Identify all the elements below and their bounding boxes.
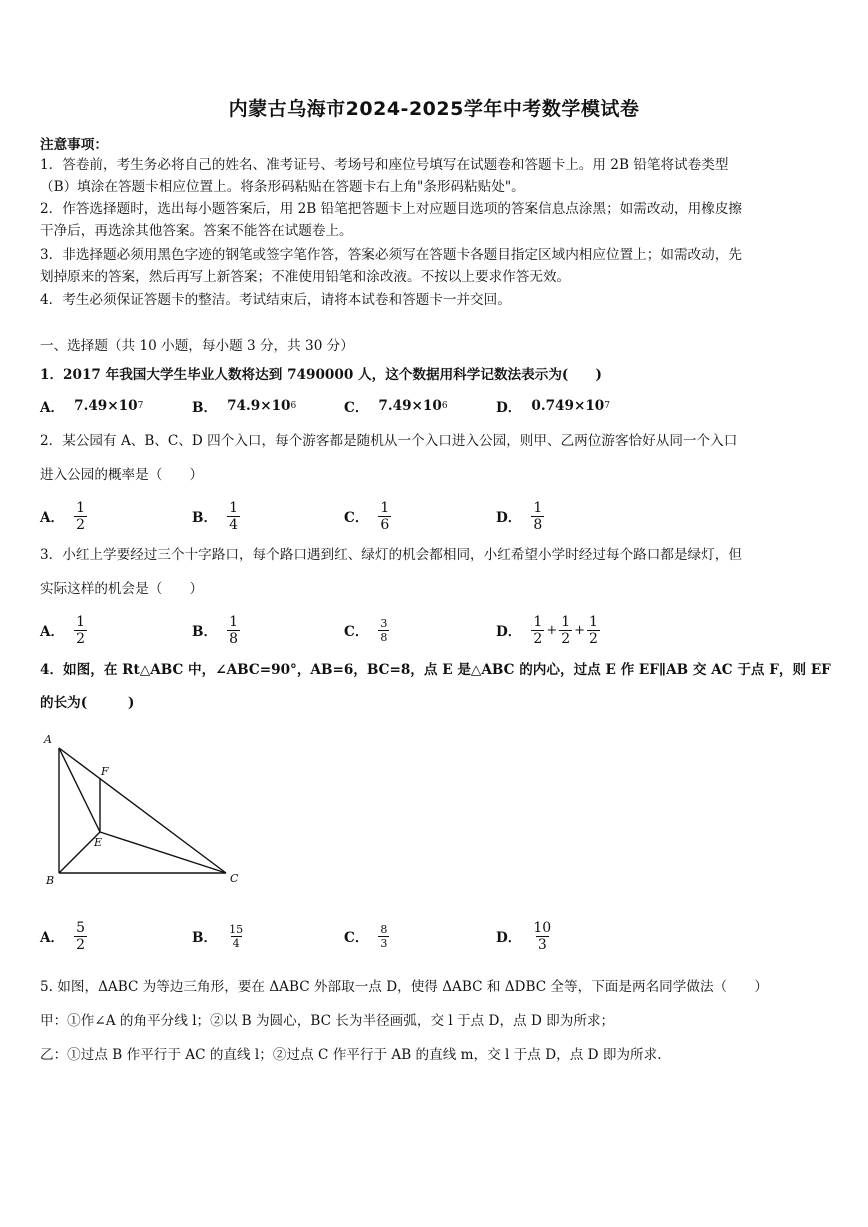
question-5-stem: 5. 如图，ΔABC 为等边三角形，要在 ΔABC 外部取一点 D，使得 ΔABC 和 ΔDBC 全等，下面是两名同学做法（ ） xyxy=(40,979,768,995)
option-d[interactable]: D． $\frac{1}{2}$ + $\frac{1}{2}$ + $\frac{1}{2}$ xyxy=(496,613,598,647)
question-4-options xyxy=(40,916,830,956)
question-2-stem: 进入公园的概率是（ ） xyxy=(40,467,204,483)
note-line: 划掉原来的答案，然后再写上新答案；不准使用铅笔和涂改液。不按以上要求作答无效。 xyxy=(40,269,571,285)
question-1-stem: 1．2017 年我国大学生毕业人数将达到 7490000 人，这个数据用科学记数法表示为( ) xyxy=(40,367,602,383)
question-1-options xyxy=(40,387,830,425)
option-d[interactable]: D． $\frac{10}{3}$ xyxy=(496,919,552,953)
note-line: 1．答卷前，考生务必将自己的姓名、准考证号、考场号和座位号填写在试题卷和答题卡上。用 2B 铅笔将试卷类型 xyxy=(40,157,729,173)
option-c[interactable]: C． $\frac{1}{6}$ xyxy=(344,499,390,533)
page-title: 内蒙古乌海市2024-2025学年中考数学模试卷 xyxy=(228,98,640,120)
option-c[interactable]: C． $\frac{8}{3}$ xyxy=(344,922,388,950)
question-4-stem: 4．如图，在 Rt△ABC 中，∠ABC=90°，AB=6，BC=8，点 E 是△ABC 的内心，过点 E 作 EF∥AB 交 AC 于点 F，则 EF xyxy=(40,662,831,678)
label-b: B xyxy=(46,874,55,887)
option-a[interactable]: A． $\frac{5}{2}$ xyxy=(40,919,86,953)
option-a[interactable]: A． 7.49×10 7 xyxy=(40,398,144,416)
question-3-options xyxy=(40,610,830,650)
option-label: C． xyxy=(344,400,369,416)
question-3-stem: 实际这样的机会是（ ） xyxy=(40,581,204,597)
label-f: F xyxy=(101,765,109,778)
question-5-method-yi: 乙：①过点 B 作平行于 AC 的直线 l；②过点 C 作平行于 AB 的直线 m，交 l 于点 D，点 D 即为所求. xyxy=(40,1047,662,1063)
label-a: A xyxy=(44,733,52,746)
notes-heading: 注意事项： xyxy=(40,137,108,153)
note-line: 2．作答选择题时，选出每小题答案后，用 2B 铅笔把答题卡上对应题目选项的答案信息点涂黑；如需改动，用橡皮擦 xyxy=(40,201,743,217)
question-2-stem: 2．某公园有 A、B、C、D 四个入口，每个游客都是随机从一个入口进入公园，则甲、乙两位游客恰好从同一个入口 xyxy=(40,433,738,449)
label-c: C xyxy=(230,872,239,885)
option-c[interactable]: C． $\frac{3}{8}$ xyxy=(344,616,388,644)
option-label: B． xyxy=(192,400,218,416)
option-a[interactable]: A． $\frac{1}{2}$ xyxy=(40,613,86,647)
section-heading: 一、选择题（共 10 小题，每小题 3 分，共 30 分） xyxy=(40,338,354,354)
note-line: 3．非选择题必须用黑色字迹的钢笔或签字笔作答，答案必须写在答题卡各题目指定区域内相应位置上；如需改动，先 xyxy=(40,247,742,263)
question-4-stem: 的长为( ) xyxy=(40,695,135,711)
option-d[interactable]: D． $\frac{1}{8}$ xyxy=(496,499,543,533)
side-ac xyxy=(59,748,226,873)
segment-ae xyxy=(59,748,100,832)
question-3-stem: 3．小红上学要经过三个十字路口，每个路口遇到红、绿灯的机会都相同，小红希望小学时经过每个路口都是绿灯，但 xyxy=(40,547,742,563)
label-e: E xyxy=(94,836,103,849)
question-5-method-jia: 甲：①作∠A 的角平分线 l；②以 B 为圆心，BC 长为半径画弧，交 l 于点 D，点 D 即为所求； xyxy=(40,1013,615,1029)
option-label: D． xyxy=(496,400,522,416)
option-c[interactable]: C． 7.49×10 6 xyxy=(344,398,448,416)
option-label: A． xyxy=(40,400,65,416)
question-2-options xyxy=(40,496,830,536)
option-d[interactable]: D． 0.749×10 7 xyxy=(496,398,610,416)
option-a[interactable]: A． $\frac{1}{2}$ xyxy=(40,499,86,533)
option-b[interactable]: B． $\frac{1}{4}$ xyxy=(192,499,239,533)
triangle-figure xyxy=(38,728,248,888)
note-line: 干净后，再选涂其他答案。答案不能答在试题卷上。 xyxy=(40,223,353,239)
option-b[interactable]: B． $\frac{15}{4}$ xyxy=(192,922,244,950)
note-line: （B）填涂在答题卡相应位置上。将条形码粘贴在答题卡右上角"条形码粘贴处"。 xyxy=(40,179,525,195)
option-b[interactable]: B． $\frac{1}{8}$ xyxy=(192,613,239,647)
option-b[interactable]: B． 74.9×10 6 xyxy=(192,398,297,416)
segment-ce xyxy=(100,832,226,873)
note-line: 4．考生必须保证答题卡的整洁。考试结束后，请将本试卷和答题卡一并交回。 xyxy=(40,292,511,308)
